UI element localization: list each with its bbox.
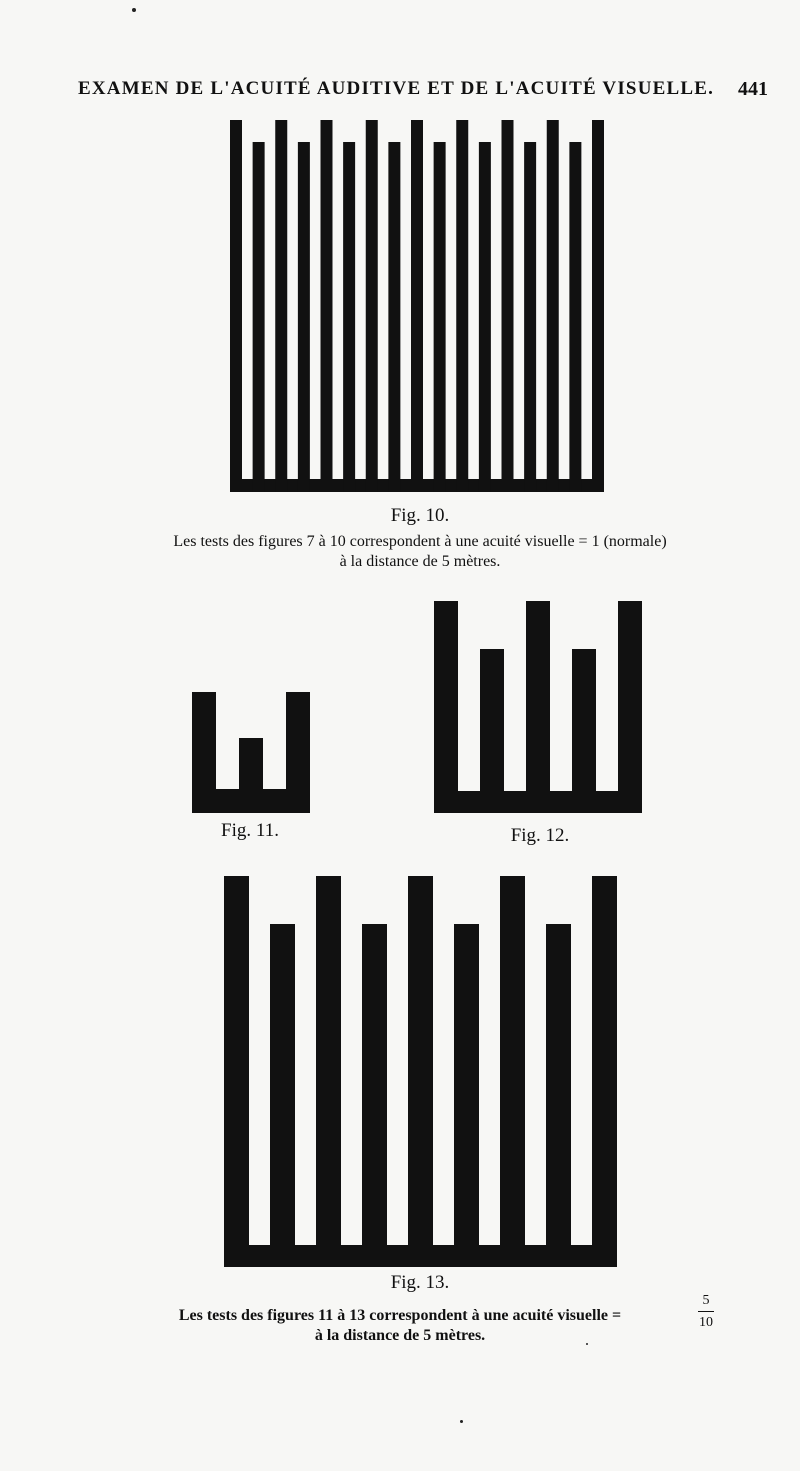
figure-10-bar <box>366 120 378 492</box>
fraction-denominator: 10 <box>699 1315 713 1330</box>
figure-13 <box>224 876 617 1267</box>
figure-10-bar <box>298 142 310 492</box>
figure-12-bar <box>618 601 642 813</box>
figure-10-bar <box>411 120 423 492</box>
figure-13-graphic <box>224 876 617 1267</box>
figure-10-bar <box>547 120 559 492</box>
figure-10-bar <box>502 120 514 492</box>
figure-12-label: Fig. 12. <box>510 825 570 846</box>
figure-13-bar <box>592 876 617 1267</box>
ink-speck <box>586 1343 588 1345</box>
figure-10-bar <box>456 120 468 492</box>
fraction-numerator: 5 <box>702 1293 710 1308</box>
figure-10-bar <box>388 142 400 492</box>
figure-12-graphic <box>434 601 642 813</box>
figure-10-bar <box>230 120 242 492</box>
figure-13-bar <box>408 876 433 1267</box>
figure-12-bar <box>526 601 550 813</box>
figure-11-bar <box>286 692 310 813</box>
figure-10-graphic <box>230 120 604 492</box>
ink-speck <box>132 8 136 12</box>
figure-13-bar <box>500 876 525 1267</box>
page-title: EXAMEN DE L'ACUITÉ AUDITIVE ET DE L'ACUITÉ VISUELLE. <box>78 78 715 99</box>
figure-11-bar <box>192 692 216 813</box>
figure-13-bar <box>546 924 571 1267</box>
figure-11-label: Fig. 11. <box>221 820 279 841</box>
figure-10-bar <box>524 142 536 492</box>
figure-10-bar <box>253 142 265 492</box>
figure-13-bar <box>224 876 249 1267</box>
figure-10-bar <box>275 120 287 492</box>
figure-12-bar <box>434 601 458 813</box>
caption-line: à la distance de 5 mètres. <box>314 1327 486 1344</box>
figure-12 <box>434 601 642 813</box>
figure-11 <box>192 692 310 813</box>
figure-10-bar <box>321 120 333 492</box>
fraction-bar <box>698 1311 714 1312</box>
ink-speck <box>460 1420 463 1423</box>
figure-12-bar <box>480 649 504 813</box>
figure-10-bar <box>434 142 446 492</box>
figure-10-bar <box>343 142 355 492</box>
figure-10-bar <box>592 120 604 492</box>
page-number: 441 <box>738 78 768 100</box>
figure-13-bar <box>454 924 479 1267</box>
figure-11-bar <box>239 738 263 813</box>
figure-12-bar <box>572 649 596 813</box>
figure-10 <box>230 120 604 492</box>
caption-figures-7-10 <box>60 532 780 572</box>
figure-10-label: Fig. 10. <box>390 505 450 526</box>
caption-figures-11-13 <box>110 1306 690 1346</box>
figure-10-bar <box>569 142 581 492</box>
running-header <box>78 78 768 104</box>
figure-10-bar <box>479 142 491 492</box>
caption-line: à la distance de 5 mètres. <box>339 553 501 570</box>
caption-line: Les tests des figures 7 à 10 correspondent à une acuité visuelle = 1 (normale) <box>173 533 667 550</box>
figure-13-label: Fig. 13. <box>390 1272 450 1293</box>
figure-13-bar <box>362 924 387 1267</box>
figure-11-graphic <box>192 692 310 813</box>
caption-line: Les tests des figures 11 à 13 correspondent à une acuité visuelle = <box>178 1307 622 1324</box>
figure-13-bar <box>270 924 295 1267</box>
figure-13-bar <box>316 876 341 1267</box>
